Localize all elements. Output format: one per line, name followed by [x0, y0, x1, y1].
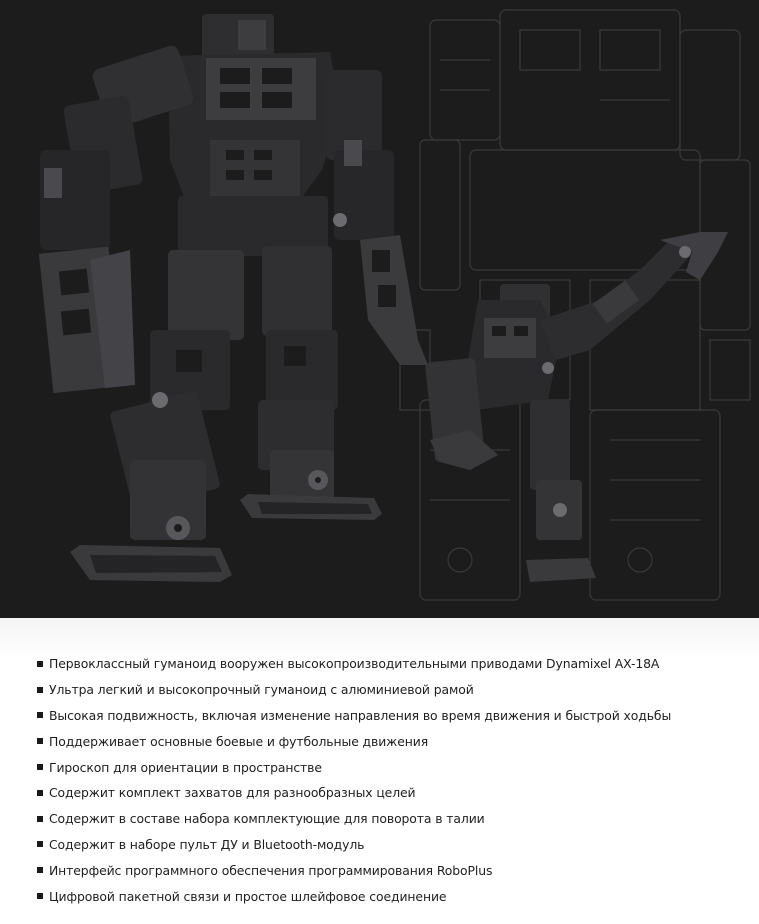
feature-item	[37, 728, 671, 754]
feature-text: Содержит в наборе пульт ДУ и Bluetooth-модуль	[49, 836, 365, 852]
feature-item	[37, 651, 671, 677]
feature-text: Гироскоп для ориентации в пространстве	[49, 759, 322, 775]
feature-item	[37, 857, 671, 883]
square-bullet-icon	[37, 687, 43, 693]
feature-item	[37, 780, 671, 806]
square-bullet-icon	[37, 867, 43, 873]
humanoid-robot-kicking	[425, 232, 728, 582]
feature-list	[37, 651, 671, 909]
square-bullet-icon	[37, 712, 43, 718]
humanoid-robot-main	[39, 14, 428, 582]
feature-text: Интерфейс программного обеспечения программирования RoboPlus	[49, 862, 493, 878]
feature-text: Поддерживает основные боевые и футбольные движения	[49, 733, 429, 749]
feature-item	[37, 754, 671, 780]
feature-text: Высокая подвижность, включая изменение направления во время движения и быстрой ходьбы	[49, 707, 672, 723]
feature-item	[37, 832, 671, 858]
square-bullet-icon	[37, 738, 43, 744]
square-bullet-icon	[37, 764, 43, 770]
feature-item	[37, 806, 671, 832]
feature-text: Содержит в составе набора комплектующие для поворота в талии	[49, 811, 485, 827]
feature-item	[37, 703, 671, 729]
feature-item	[37, 883, 671, 909]
square-bullet-icon	[37, 841, 43, 847]
feature-text: Содержит комплект захватов для разнообразных целей	[49, 785, 416, 801]
feature-list-section	[0, 618, 759, 924]
feature-text: Первоклассный гуманоид вооружен высокопроизводительными приводами Dynamixel AX-18A	[49, 656, 660, 672]
square-bullet-icon	[37, 661, 43, 667]
square-bullet-icon	[37, 790, 43, 796]
square-bullet-icon	[37, 816, 43, 822]
feature-text: Ультра легкий и высокопрочный гуманоид с алюминиевой рамой	[49, 682, 474, 698]
square-bullet-icon	[37, 893, 43, 899]
feature-text: Цифровой пакетной связи и простое шлейфовое соединение	[49, 888, 447, 904]
feature-item	[37, 677, 671, 703]
